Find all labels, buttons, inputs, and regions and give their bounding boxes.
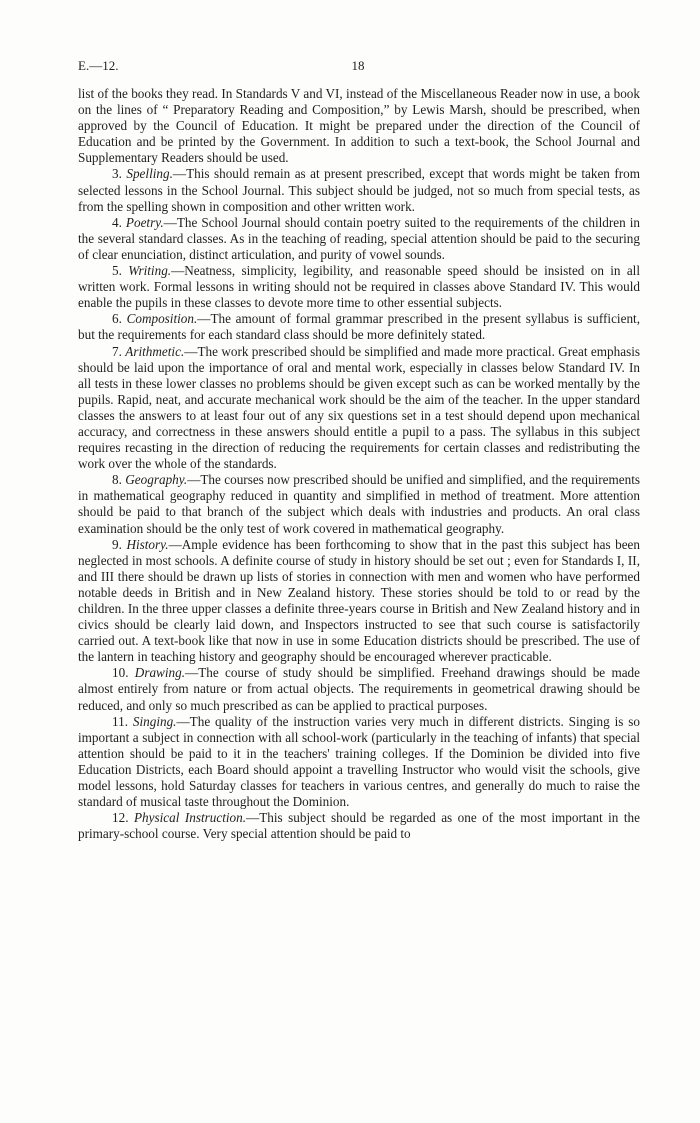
paragraph-number: 8. [112,472,122,488]
body-text [78,86,640,842]
paragraph-heading: History. [126,536,169,552]
paragraph-number: 4. [112,214,122,230]
paragraph-heading: Drawing. [134,665,185,681]
paragraph-number: 7. [112,343,122,359]
paragraph-number: 3. [112,166,122,182]
paragraph-heading: Singing. [132,713,177,729]
paragraph-composition [78,311,640,343]
page-header [78,58,638,76]
paragraph-number: 10. [112,665,129,681]
paragraph-arithmetic [78,344,640,473]
paragraph-history [78,537,640,666]
paragraph-number: 9. [112,536,122,552]
paragraph-heading: Composition. [126,311,198,327]
paragraph-heading: Arithmetic. [125,343,185,359]
paragraph-heading: Spelling. [126,166,173,182]
paragraph-text: list of the books they read. In Standards V and VI, instead of the Miscellaneous Reader now in use, a book on the lines of “ Preparatory Reading and Composition,” by Lewis Marsh, should be prescribed, when approved by the Council of Education. It might be prepared under the direction of the Council of Education and be printed by the Government. In addition to such a text-book, the School Journal and Supplementary Readers should be used. [78,86,640,166]
paragraph-heading: Poetry. [125,214,164,230]
paragraph-heading: Writing. [128,263,172,279]
paragraph-text: —The quality of the instruction varies very much in different districts. Singing is so important a subject in connection with all school-work (particularly in the teaching of infants) that special attention should be paid to it in the teachers' training colleges. If the Dominion be divided into five Education Districts, each Board should appoint a travelling Instructor who would visit the schools, give model lessons, hold Saturday classes for teachers in various centres, and generally do much to raise the standard of musical taste throughout the Dominion. [78,713,640,810]
page-number: 18 [351,58,365,73]
paragraph-text: —The courses now prescribed should be unified and simplified, and the requirements in mathematical geography reduced in quantity and simplified in method of treatment. More attention should be paid to that branch of the subject which deals with industries and products. An oral class examination should be the only test of work covered in mathematical geography. [78,472,641,536]
paragraph-text: —This should remain as at present prescribed, except that words might be taken from selected lessons in the School Journal. This subject should be judged, not so much from special tests, as from the spelling shown in composition and other written work. [78,166,640,214]
paragraph-heading: Geography. [125,472,188,488]
paragraph-number: 5. [112,263,122,279]
paragraph-text: —The work prescribed should be simplified and made more practical. Great emphasis should be laid upon the importance of oral and mental work, especially in classes below Standard IV. In all tests in these lower classes no problems should be given except such as can be worked mentally by the pupils. Rapid, neat, and accurate mechanical work should be the aim of the teacher. In the upper standard classes the answers to at least four out of any six questions set in a test should depend upon mechanical accuracy, and correctness in these answers should entitle a pupil to a pass. The syllabus in this subject requires recasting in the direction of reducing the requirements for certain classes and redistributing the work over the whole of the standards. [78,343,641,472]
paragraph-heading: Physical Instruction. [133,810,247,826]
paragraph-text: —This subject should be regarded as one of the most important in the primary-school course. Very special attention should be paid to [78,810,640,842]
paragraph-drawing [78,665,640,713]
paragraph-poetry [78,215,640,263]
paragraph-number: 12. [112,810,129,826]
paragraph-text: —The amount of formal grammar prescribed in the present syllabus is sufficient, but the requirements for each standard class should be more definitely stated. [78,311,641,343]
paragraph-number: 6. [112,311,122,327]
paragraph-text: —Neatness, simplicity, legibility, and reasonable speed should be insisted on in all written work. Formal lessons in writing should not be required in classes above Standard IV. This would enable the pupils in these classes to devote more time to other essential subjects. [78,263,641,311]
paragraph-text: —The School Journal should contain poetry suited to the requirements of the children in the several standard classes. As in the teaching of reading, special attention should be paid to the securing of clear enunciation, distinct articulation, and purity of vowel sounds. [78,214,641,262]
paragraph-spelling [78,166,640,214]
paragraph-writing [78,263,640,311]
paragraph-geography [78,472,640,536]
paragraph-number: 11. [112,713,128,729]
paragraph-singing [78,714,640,811]
paragraph-text: —Ample evidence has been forthcoming to show that in the past this subject has been neglected in most schools. A definite course of study in history should be set out ; even for Standards I, II, and III there should be drawn up lists of stories in connection with men and women who have performed notable deeds in British and in New Zealand history. These stories should be told to or read by the children. In the three upper classes a definite three-years course in British and New Zealand history and in civics should be clearly laid down, and Inspectors instructed to see that such course is satisfactorily carried out. A text-book like that now in use in some Education districts should be prescribed. The use of the lantern in teaching history and geography should be encouraged wherever practicable. [78,536,640,665]
paragraph-physical-instruction [78,810,640,842]
report-reference: E.—12. [78,58,119,73]
paragraph-continued [78,86,640,166]
paragraph-text: —The course of study should be simplified. Freehand drawings should be made almost entirely from nature or from actual objects. The requirements in geometrical drawing should be reduced, and only so much prescribed as can be applied to practical purposes. [78,665,641,713]
